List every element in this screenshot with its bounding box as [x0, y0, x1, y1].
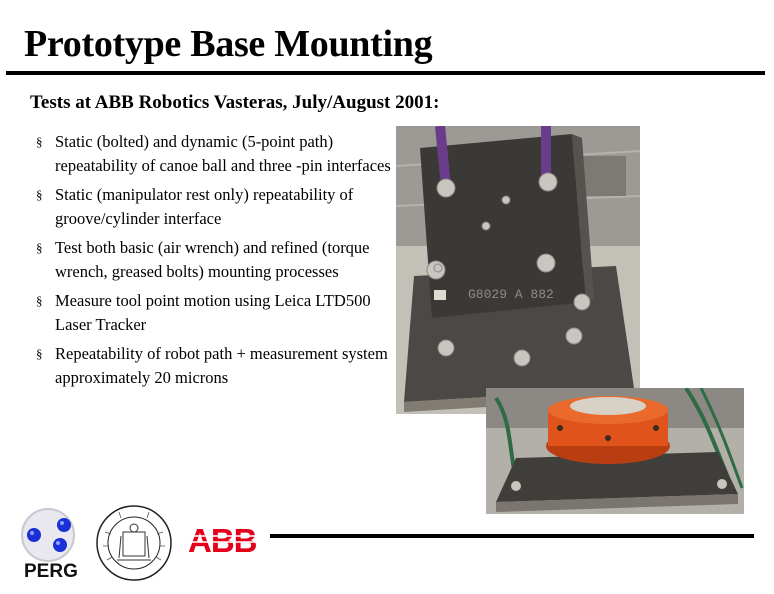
- bullet-marker: §: [36, 240, 43, 255]
- bullet-marker: §: [36, 346, 43, 361]
- abb-logo: [188, 522, 258, 556]
- bullet-item: [36, 236, 392, 284]
- mit-seal-logo: [95, 502, 173, 584]
- abb-logo-text: ABB: [188, 522, 257, 556]
- perg-label: PERG: [24, 561, 78, 582]
- bullet-text: Static (manipulator rest only) repeatability of groove/cylinder interface: [55, 185, 354, 228]
- bullet-item: [36, 183, 392, 231]
- bullet-list: [36, 130, 392, 395]
- bullet-item: [36, 289, 392, 337]
- bullet-text: Measure tool point motion using Leica LTD500 Laser Tracker: [55, 291, 371, 334]
- slide-subtitle: Tests at ABB Robotics Vasteras, July/August 2001:: [30, 92, 440, 113]
- slide-title: Prototype Base Mounting: [24, 23, 433, 65]
- bullet-text: Repeatability of robot path + measurement system approximately 20 microns: [55, 344, 388, 387]
- robot-base-photo: [486, 388, 744, 514]
- bullet-item: [36, 342, 392, 390]
- bullet-marker: §: [36, 293, 43, 308]
- plate-marking: G8029 A 882: [468, 287, 554, 302]
- bullet-text: Test both basic (air wrench) and refined (torque wrench, greased bolts) mounting processes: [55, 238, 370, 281]
- bullet-marker: §: [36, 187, 43, 202]
- bullet-text: Static (bolted) and dynamic (5-point path) repeatability of canoe ball and three -pin interfaces: [55, 132, 391, 175]
- title-divider: [6, 71, 765, 75]
- footer-divider: [270, 534, 754, 538]
- base-plate-photo: [396, 126, 640, 414]
- bullet-item: [36, 130, 392, 178]
- bullet-marker: §: [36, 134, 43, 149]
